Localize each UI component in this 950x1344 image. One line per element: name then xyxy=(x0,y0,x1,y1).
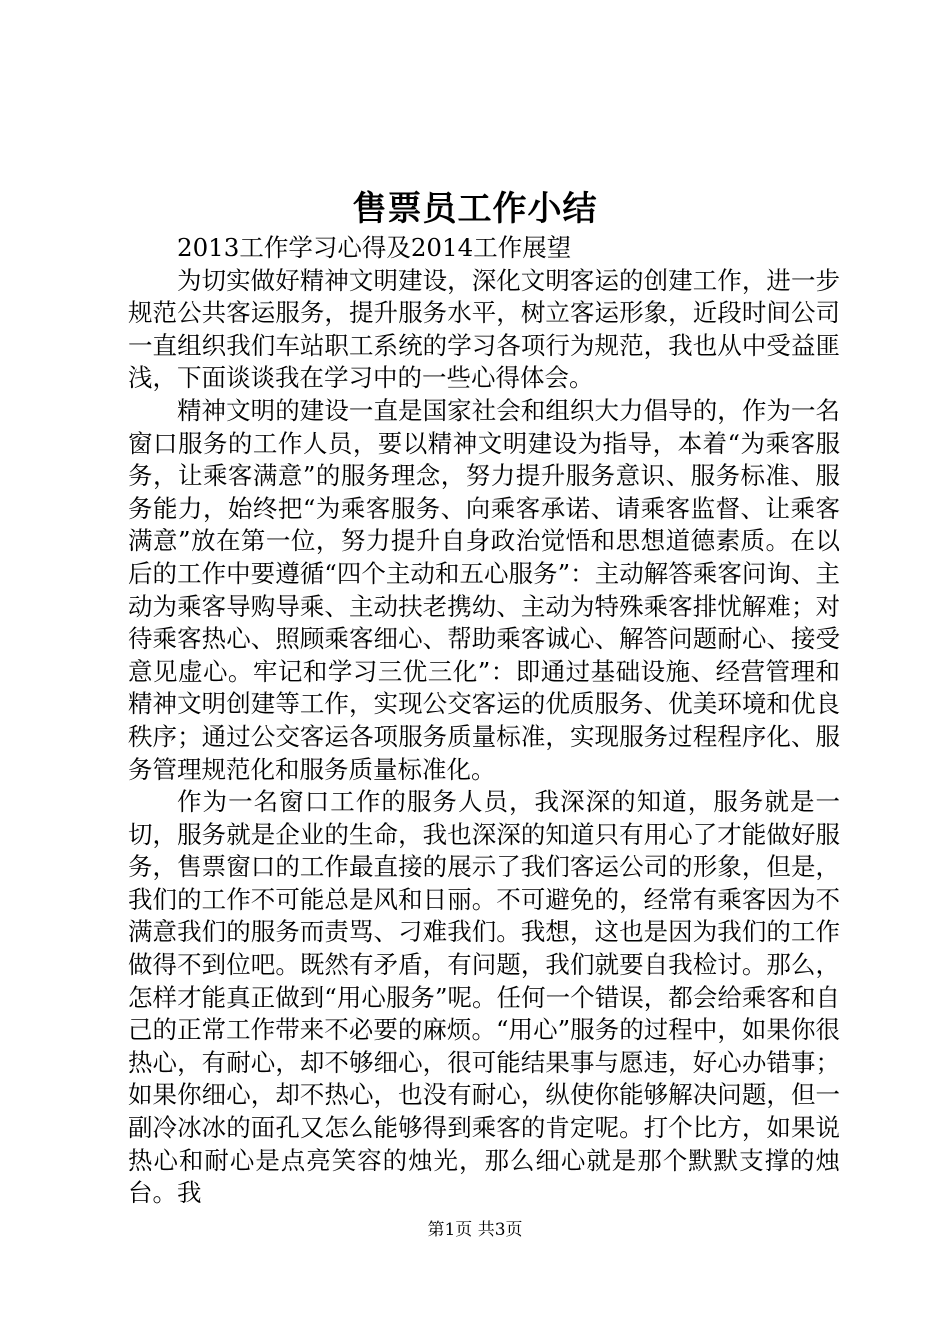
document-subtitle: 2013工作学习心得及2014工作展望 xyxy=(177,233,572,262)
document-body xyxy=(128,232,840,1210)
page-footer: 第1页 共3页 xyxy=(427,1220,523,1240)
paragraph-2: 精神文明的建设一直是国家社会和组织大力倡导的，作为一名窗口服务的工作人员，要以精神文明建设为指导，本着“为乘客服务，让乘客满意”的服务理念，努力提升服务意识、服务标准、服务能力，始终把“为乘客服务、向乘客承诺、请乘客监督、让乘客满意”放在第一位，努力提升自身政治觉悟和思想道德素质。在以后的工作中要遵循“四个主动和五心服务”：主动解答乘客问询、主动为乘客导购导乘、主动扶老携幼、主动为特殊乘客排忧解难；对待乘客热心、照顾乘客细心、帮助乘客诚心、解答问题耐心、接受意见虚心。牢记和学习三优三化”：即通过基础设施、经营管理和精神文明创建等工作，实现公交客运的优质服务、优美环境和优良秩序；通过公交客运各项服务质量标准，实现服务过程程序化、服务管理规范化和服务质量标准化。 xyxy=(128,395,840,784)
document-title: 售票员工作小结 xyxy=(352,189,598,229)
paragraph-3: 作为一名窗口工作的服务人员，我深深的知道，服务就是一切，服务就是企业的生命，我也深深的知道只有用心了才能做好服务，售票窗口的工作最直接的展示了我们客运公司的形象，但是，我们的工作不可能总是风和日丽。不可避免的，经常有乘客因为不满意我们的服务而责骂、刁难我们。我想，这也是因为我们的工作做得不到位吧。既然有矛盾，有问题，我们就要自我检讨。那么，怎样才能真正做到“用心服务”呢。任何一个错误，都会给乘客和自己的正常工作带来不必要的麻烦。“用心”服务的过程中，如果你很热心，有耐心，却不够细心，很可能结果事与愿违，好心办错事；如果你细心，却不热心，也没有耐心，纵使你能够解决问题，但一副冷冰冰的面孔又怎么能够得到乘客的肯定呢。打个比方，如果说热心和耐心是点亮笑容的烛光，那么细心就是那个默默支撑的烛台。我 xyxy=(128,787,840,1208)
paragraph-1: 为切实做好精神文明建设，深化文明客运的创建工作，进一步规范公共客运服务，提升服务水平，树立客运形象，近段时间公司一直组织我们车站职工系统的学习各项行为规范，我也从中受益匪浅，下面谈谈我在学习中的一些心得体会。 xyxy=(128,265,840,393)
